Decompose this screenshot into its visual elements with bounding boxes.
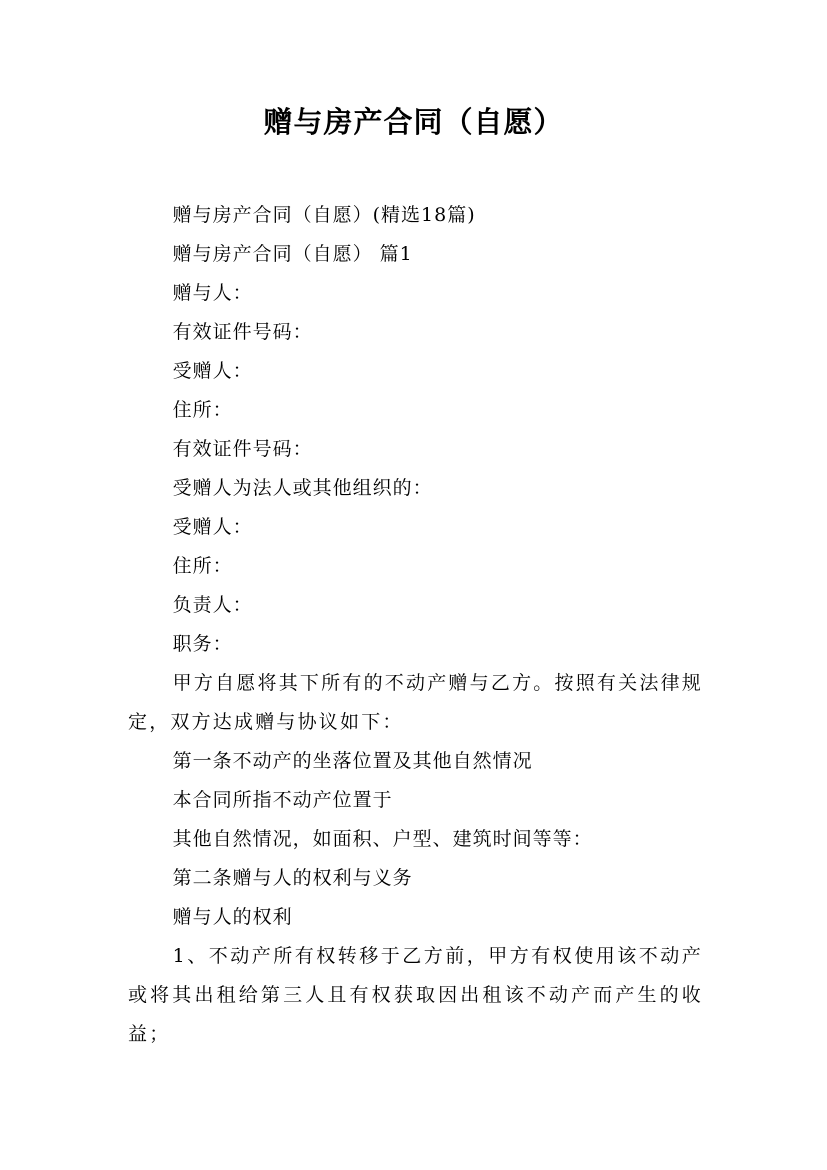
- paragraph-org-address: 住所：: [172, 555, 233, 577]
- paragraph-donor-id: 有效证件号码：: [172, 321, 313, 343]
- document-title: 赠与房产合同（自愿）: [263, 105, 564, 139]
- paragraph-org-responsible: 负责人：: [172, 594, 253, 616]
- paragraph-donee-organization: 受赠人为法人或其他组织的：: [172, 477, 433, 499]
- paragraph-article-2: 第二条赠与人的权利与义务: [172, 867, 413, 889]
- paragraph-donor: 赠与人：: [172, 282, 253, 304]
- paragraph-org-donee: 受赠人：: [172, 516, 253, 538]
- paragraph-donee-id: 有效证件号码：: [172, 438, 313, 460]
- paragraph-donee-address: 住所：: [172, 399, 233, 421]
- paragraph-donor-rights: 赠与人的权利: [172, 906, 293, 928]
- paragraph-agreement-intro: 甲方自愿将其下所有的不动产赠与乙方。按照有关法律规定，双方达成赠与协议如下：: [128, 672, 703, 733]
- document-body: [128, 196, 703, 1054]
- paragraph-property-details: 其他自然情况，如面积、户型、建筑时间等等：: [172, 828, 593, 850]
- paragraph-org-position: 职务：: [172, 633, 233, 655]
- paragraph-article-1: 第一条不动产的坐落位置及其他自然情况: [172, 750, 533, 772]
- paragraph-donee: 受赠人：: [172, 360, 253, 382]
- paragraph-right-1: 1、不动产所有权转移于乙方前，甲方有权使用该不动产或将其出租给第三人且有权获取因出租该不动产而产生的收益；: [128, 945, 703, 1045]
- paragraph-subtitle: 赠与房产合同（自愿）(精选18篇): [172, 204, 476, 226]
- paragraph-property-location: 本合同所指不动产位置于: [172, 789, 393, 811]
- paragraph-chapter-heading: 赠与房产合同（自愿） 篇1: [172, 243, 413, 265]
